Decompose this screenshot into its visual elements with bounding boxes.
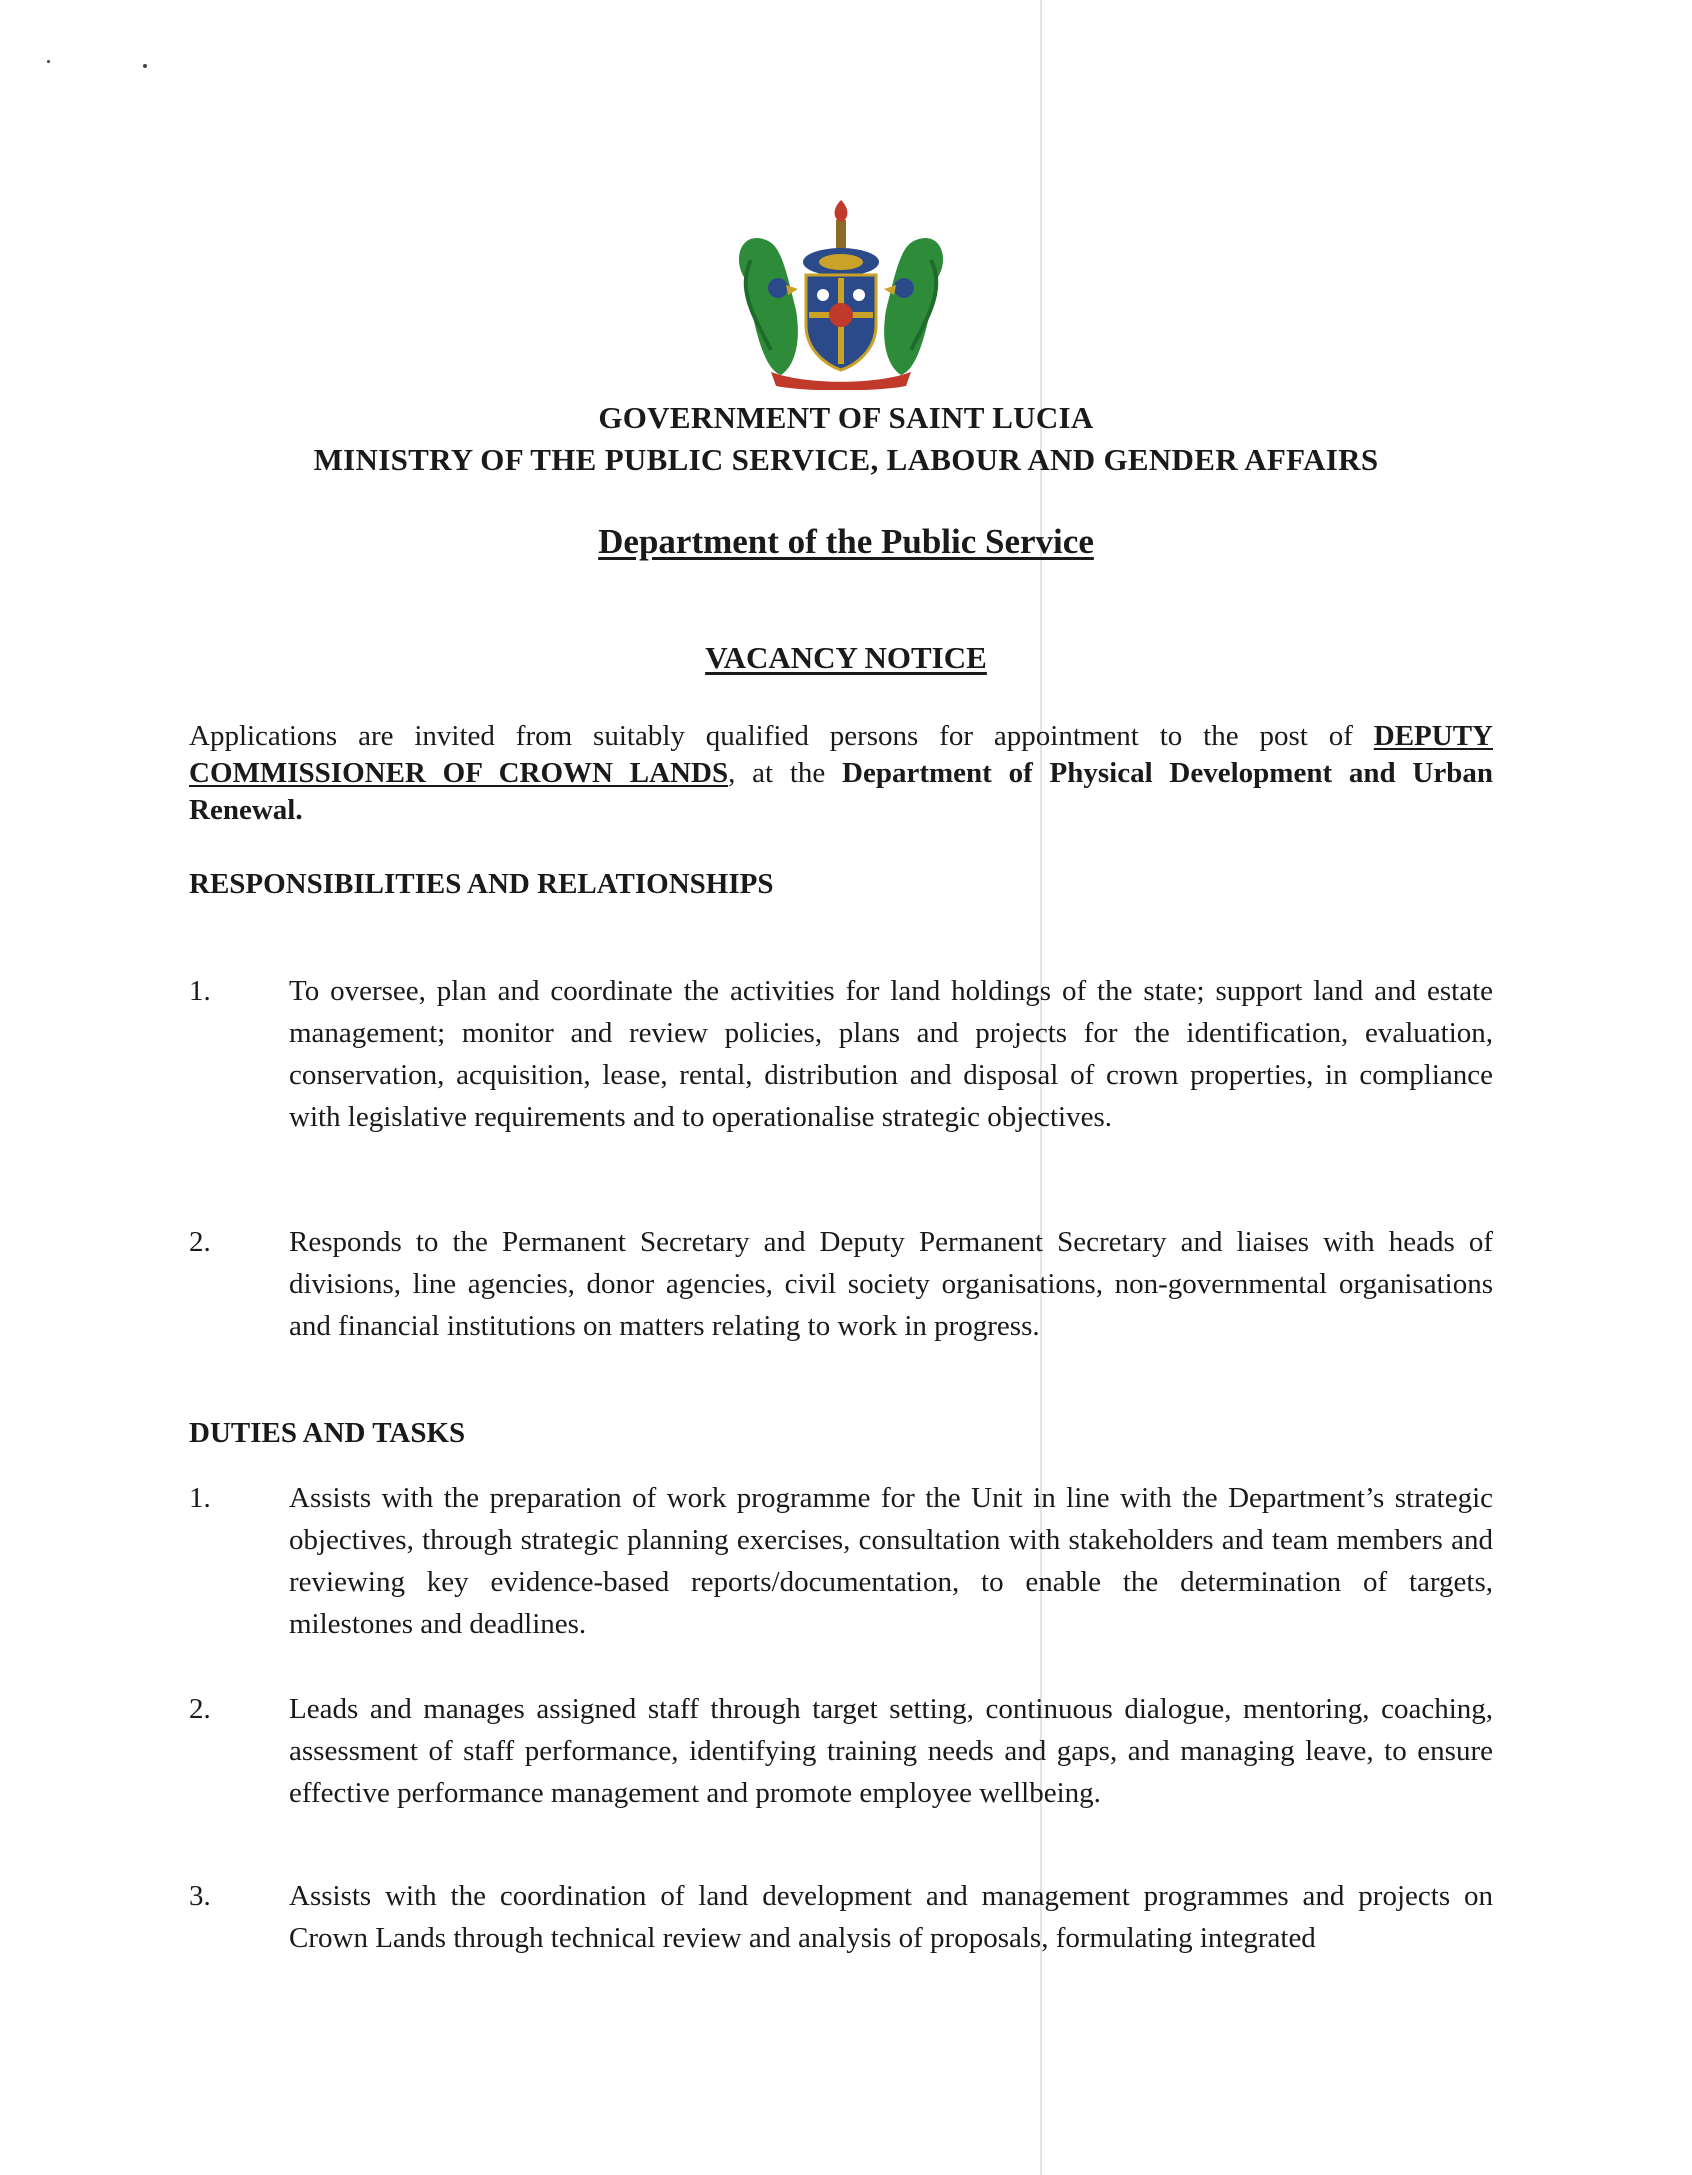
- list-item: [189, 1477, 1493, 1645]
- intro-middle: , at the: [728, 757, 843, 789]
- list-item: [189, 1688, 1493, 1814]
- list-item-text: Leads and manages assigned staff through target setting, continuous dialogue, mentoring, coaching, assessment of staff performance, identifying training needs and gaps, and managing leave, to ensure effective performance management and promote employee wellbeing.: [289, 1693, 1493, 1809]
- list-item-number: 2.: [189, 1693, 211, 1725]
- duties-heading: DUTIES AND TASKS: [189, 1417, 466, 1449]
- government-heading: GOVERNMENT OF SAINT LUCIA: [598, 400, 1094, 435]
- department-heading: [0, 522, 1692, 562]
- list-item-number: 2.: [189, 1226, 211, 1258]
- scan-speck: [143, 64, 147, 68]
- list-item-text: To oversee, plan and coordinate the activities for land holdings of the state; support land and estate management; monitor and review policies, plans and projects for the identification, evaluation, conservation, acquisition, lease, rental, distribution and disposal of crown properties, in compliance with legislative requirements and to operationalise strategic objectives.: [289, 975, 1493, 1133]
- list-item-number: 1.: [189, 1482, 211, 1514]
- ministry-heading: MINISTRY OF THE PUBLIC SERVICE, LABOUR AND GENDER AFFAIRS: [313, 442, 1379, 477]
- intro-prefix: Applications are invited from suitably qualified persons for appointment to the post of: [189, 720, 1374, 752]
- list-item-text: Assists with the coordination of land development and management programmes and projects on Crown Lands through technical review and analysis of proposals, formulating integrated: [289, 1880, 1493, 1954]
- list-item: [189, 1221, 1493, 1347]
- department-heading-text: Department of the Public Service: [598, 522, 1094, 561]
- list-item-number: 1.: [189, 975, 211, 1007]
- notice-title-text: VACANCY NOTICE: [705, 640, 987, 675]
- intro-paragraph: [189, 718, 1493, 829]
- coat-of-arms-icon: [726, 200, 956, 390]
- list-item-text: Assists with the preparation of work programme for the Unit in line with the Department’s strategic objectives, through strategic planning exercises, consultation with stakeholders and team members and reviewing key evidence-based reports/documentation, to enable the determination of targets, milestones and deadlines.: [289, 1482, 1493, 1640]
- notice-title: [0, 640, 1692, 676]
- post-title: DEPUTY COMMISSIONER OF CROWN LANDS: [189, 720, 1493, 789]
- scan-speck: [47, 60, 50, 63]
- list-item: [189, 970, 1493, 1138]
- list-item: [189, 1875, 1493, 1959]
- responsibilities-heading: RESPONSIBILITIES AND RELATIONSHIPS: [189, 868, 774, 900]
- intro-department: Department of Physical Development and Urban Renewal.: [189, 757, 1493, 826]
- list-item-text: Responds to the Permanent Secretary and Deputy Permanent Secretary and liaises with heads of divisions, line agencies, donor agencies, civil society organisations, non-governmental organisations and financial institutions on matters relating to work in progress.: [289, 1226, 1493, 1342]
- list-item-number: 3.: [189, 1880, 211, 1912]
